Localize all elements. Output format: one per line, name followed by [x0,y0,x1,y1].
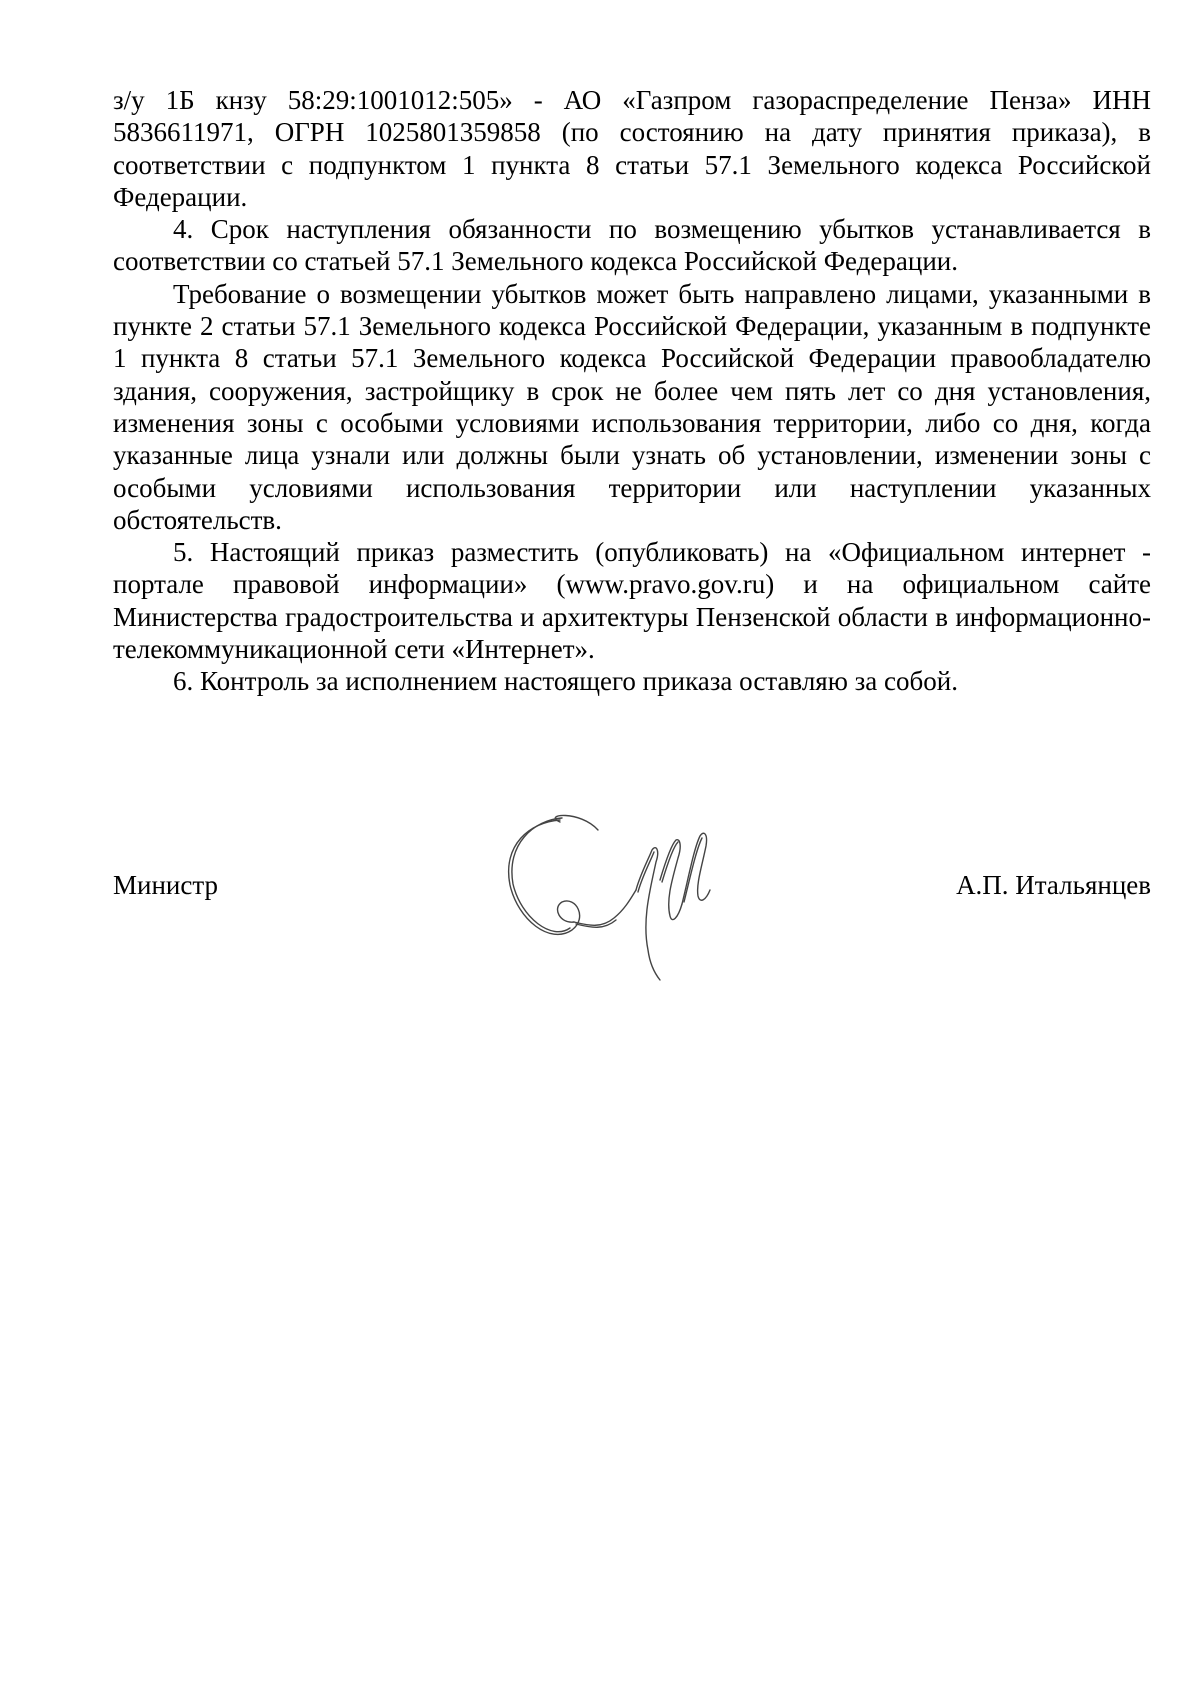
paragraph-item-4: 4. Срок наступления обязанности по возмещению убытков устанавливается в соответствии со статьей 57.1 Земельного кодекса Российской Федерации. [113,214,1151,277]
handwritten-signature [490,800,760,990]
paragraph-item-5: 5. Настоящий приказ разместить (опубликовать) на «Официальном интернет - портале правовой информации» (www.pravo.gov.ru) и на официальном сайте Министерства градостроительства и архитектуры Пензенской области в информационно-телекоммуникационной сети «Интернет». [113,537,1151,665]
paragraph-item-6: 6. Контроль за исполнением настоящего приказа оставляю за собой. [173,666,958,697]
signatory-name: А.П. Итальянцев [956,870,1151,900]
paragraph-requirement: Требование о возмещении убытков может быть направлено лицами, указанными в пункте 2 статьи 57.1 Земельного кодекса Российской Федерации, указанным в подпункте 1 пункта 8 статьи 57.1 Земельного кодекса Российской Федерации правообладателю здания, сооружения, застройщику в срок не более чем пять лет со дня установления, изменения зоны с особыми условиями использования территории, либо со дня, когда указанные лица узнали или должны были узнать об установлении, изменении зоны с особыми условиями использования территории или наступлении указанных обстоятельств. [113,278,1151,535]
document-body [113,84,1151,698]
paragraph-continuation: з/у 1Б кнзу 58:29:1001012:505» - АО «Газпром газораспределение Пенза» ИНН 5836611971, ОГРН 1025801359858 (по состоянию на дату принятия приказа), в соответствии с подпунктом 1 пункта 8 статьи 57.1 Земельного кодекса Российской Федерации. [113,85,1151,212]
signatory-title: Министр [113,870,218,900]
